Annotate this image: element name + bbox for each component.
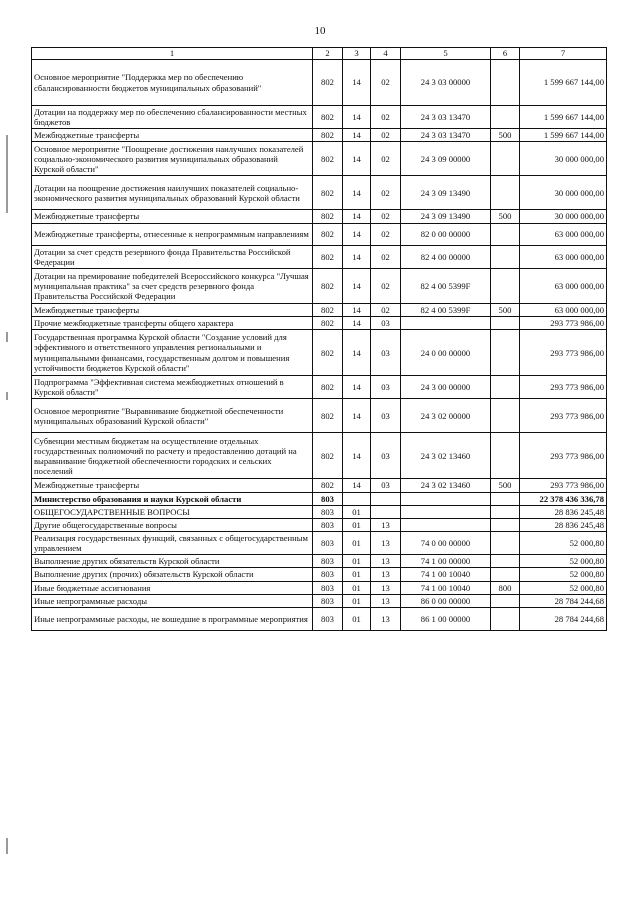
cell-target-article: 24 3 02 13460 xyxy=(401,479,491,492)
cell-subsection: 02 xyxy=(371,176,401,210)
cell-grbs: 803 xyxy=(313,518,343,531)
cell-section: 14 xyxy=(343,176,371,210)
cell-target-article: 24 3 00 00000 xyxy=(401,376,491,399)
header-row xyxy=(32,48,607,60)
cell-section: 01 xyxy=(343,505,371,518)
cell-grbs: 802 xyxy=(313,223,343,245)
cell-name: Выполнение других (прочих) обязательств Курской области xyxy=(32,568,313,581)
cell-grbs: 803 xyxy=(313,568,343,581)
cell-name: Другие общегосударственные вопросы xyxy=(32,518,313,531)
column-header-name: 1 xyxy=(32,48,313,60)
table-row xyxy=(32,129,607,142)
cell-section: 14 xyxy=(343,303,371,316)
cell-section: 01 xyxy=(343,607,371,630)
cell-amount: 28 784 244,68 xyxy=(520,594,607,607)
cell-section: 01 xyxy=(343,518,371,531)
cell-expense-type xyxy=(491,268,520,303)
cell-grbs: 803 xyxy=(313,492,343,505)
cell-subsection xyxy=(371,492,401,505)
cell-amount: 293 773 986,00 xyxy=(520,479,607,492)
cell-subsection: 03 xyxy=(371,316,401,329)
table-row xyxy=(32,268,607,303)
cell-grbs: 802 xyxy=(313,433,343,479)
cell-subsection: 13 xyxy=(371,531,401,554)
cell-grbs: 802 xyxy=(313,316,343,329)
cell-grbs: 802 xyxy=(313,245,343,268)
cell-subsection: 13 xyxy=(371,555,401,568)
table-row xyxy=(32,245,607,268)
cell-target-article: 82 4 00 00000 xyxy=(401,245,491,268)
cell-section: 14 xyxy=(343,330,371,376)
cell-target-article xyxy=(401,492,491,505)
cell-target-article: 24 0 00 00000 xyxy=(401,330,491,376)
cell-expense-type: 800 xyxy=(491,581,520,594)
table-row xyxy=(32,176,607,210)
cell-target-article: 24 3 09 00000 xyxy=(401,142,491,176)
table-row xyxy=(32,330,607,376)
table-row xyxy=(32,581,607,594)
cell-target-article: 86 0 00 00000 xyxy=(401,594,491,607)
cell-expense-type xyxy=(491,518,520,531)
cell-subsection: 02 xyxy=(371,106,401,129)
cell-amount: 28 784 244,68 xyxy=(520,607,607,630)
table-row xyxy=(32,60,607,106)
cell-target-article: 74 0 00 00000 xyxy=(401,531,491,554)
cell-section: 14 xyxy=(343,268,371,303)
cell-expense-type xyxy=(491,223,520,245)
cell-name: Дотации на поддержку мер по обеспечению сбалансированности местных бюджетов xyxy=(32,106,313,129)
cell-name: Межбюджетные трансферты xyxy=(32,479,313,492)
cell-grbs: 802 xyxy=(313,399,343,433)
cell-subsection: 02 xyxy=(371,245,401,268)
table-row xyxy=(32,303,607,316)
cell-grbs: 803 xyxy=(313,505,343,518)
cell-target-article: 74 1 00 00000 xyxy=(401,555,491,568)
cell-amount: 28 836 245,48 xyxy=(520,505,607,518)
cell-expense-type xyxy=(491,245,520,268)
cell-subsection: 02 xyxy=(371,60,401,106)
cell-expense-type xyxy=(491,607,520,630)
table-row xyxy=(32,433,607,479)
cell-grbs: 802 xyxy=(313,376,343,399)
cell-expense-type xyxy=(491,433,520,479)
cell-name: Иные непрограммные расходы xyxy=(32,594,313,607)
cell-name: Иные непрограммные расходы, не вошедшие в программные мероприятия xyxy=(32,607,313,630)
cell-section: 14 xyxy=(343,210,371,223)
budget-table xyxy=(31,47,607,631)
cell-name: Реализация государственных функций, связанных с общегосударственным управлением xyxy=(32,531,313,554)
cell-amount: 1 599 667 144,00 xyxy=(520,129,607,142)
table-row xyxy=(32,316,607,329)
cell-name: Иные бюджетные ассигнования xyxy=(32,581,313,594)
cell-section: 14 xyxy=(343,316,371,329)
cell-subsection: 02 xyxy=(371,268,401,303)
cell-amount: 52 000,80 xyxy=(520,581,607,594)
cell-amount: 52 000,80 xyxy=(520,531,607,554)
cell-amount: 22 378 436 336,78 xyxy=(520,492,607,505)
cell-amount: 30 000 000,00 xyxy=(520,142,607,176)
cell-section: 14 xyxy=(343,433,371,479)
cell-name: Министерство образования и науки Курской области xyxy=(32,492,313,505)
scan-margin-mark xyxy=(6,838,8,854)
cell-target-article xyxy=(401,316,491,329)
cell-grbs: 803 xyxy=(313,555,343,568)
cell-subsection: 02 xyxy=(371,223,401,245)
cell-amount: 30 000 000,00 xyxy=(520,210,607,223)
table-row xyxy=(32,223,607,245)
column-header-amount: 7 xyxy=(520,48,607,60)
cell-grbs: 803 xyxy=(313,594,343,607)
cell-expense-type xyxy=(491,555,520,568)
cell-expense-type xyxy=(491,330,520,376)
cell-subsection: 03 xyxy=(371,433,401,479)
cell-grbs: 802 xyxy=(313,142,343,176)
scan-margin-mark xyxy=(6,392,8,400)
cell-section: 14 xyxy=(343,129,371,142)
cell-subsection: 03 xyxy=(371,376,401,399)
cell-name: Государственная программа Курской области "Создание условий для эффективного и ответственного управления региональными и муниципальными финансами, государственным долгом и повышения устойчивости бюджетов Курской области" xyxy=(32,330,313,376)
cell-amount: 293 773 986,00 xyxy=(520,433,607,479)
cell-target-article xyxy=(401,505,491,518)
cell-expense-type: 500 xyxy=(491,210,520,223)
cell-name: Дотации на премирование победителей Всероссийского конкурса "Лучшая муниципальная практика" за счет средств резервного фонда Правительства Российской Федерации xyxy=(32,268,313,303)
table-row xyxy=(32,555,607,568)
table-row xyxy=(32,568,607,581)
cell-target-article: 24 3 09 13490 xyxy=(401,176,491,210)
cell-subsection: 03 xyxy=(371,479,401,492)
cell-expense-type xyxy=(491,492,520,505)
cell-expense-type: 500 xyxy=(491,129,520,142)
cell-expense-type xyxy=(491,142,520,176)
cell-expense-type: 500 xyxy=(491,479,520,492)
cell-grbs: 802 xyxy=(313,129,343,142)
cell-section: 01 xyxy=(343,555,371,568)
cell-name: Межбюджетные трансферты xyxy=(32,210,313,223)
cell-amount: 293 773 986,00 xyxy=(520,330,607,376)
column-header-target-article: 5 xyxy=(401,48,491,60)
cell-name: Межбюджетные трансферты xyxy=(32,129,313,142)
cell-grbs: 802 xyxy=(313,268,343,303)
cell-subsection: 13 xyxy=(371,568,401,581)
cell-amount: 1 599 667 144,00 xyxy=(520,60,607,106)
cell-expense-type xyxy=(491,399,520,433)
cell-expense-type xyxy=(491,316,520,329)
column-header-subsection: 4 xyxy=(371,48,401,60)
cell-section: 14 xyxy=(343,245,371,268)
cell-section: 14 xyxy=(343,142,371,176)
cell-target-article: 24 3 09 13490 xyxy=(401,210,491,223)
cell-subsection: 03 xyxy=(371,330,401,376)
table-row xyxy=(32,399,607,433)
cell-subsection: 03 xyxy=(371,399,401,433)
table-row xyxy=(32,479,607,492)
cell-section: 01 xyxy=(343,581,371,594)
cell-target-article: 82 4 00 5399F xyxy=(401,303,491,316)
cell-amount: 1 599 667 144,00 xyxy=(520,106,607,129)
cell-target-article: 24 3 03 13470 xyxy=(401,129,491,142)
cell-grbs: 802 xyxy=(313,176,343,210)
scan-margin-mark xyxy=(6,135,8,213)
cell-section: 14 xyxy=(343,479,371,492)
table-row xyxy=(32,607,607,630)
table-row xyxy=(32,531,607,554)
cell-grbs: 802 xyxy=(313,106,343,129)
cell-name: Подпрограмма "Эффективная система межбюджетных отношений в Курской области" xyxy=(32,376,313,399)
cell-name: Межбюджетные трансферты xyxy=(32,303,313,316)
cell-name: Дотации на поощрение достижения наилучших показателей социально-экономического развития муниципальных образований Курской области xyxy=(32,176,313,210)
cell-amount: 63 000 000,00 xyxy=(520,268,607,303)
cell-target-article: 24 3 03 00000 xyxy=(401,60,491,106)
cell-subsection: 13 xyxy=(371,581,401,594)
cell-amount: 28 836 245,48 xyxy=(520,518,607,531)
cell-expense-type xyxy=(491,594,520,607)
table-row xyxy=(32,142,607,176)
cell-name: Основное мероприятие "Выравнивание бюджетной обеспеченности муниципальных образований Курской области" xyxy=(32,399,313,433)
cell-amount: 63 000 000,00 xyxy=(520,223,607,245)
cell-target-article: 82 4 00 5399F xyxy=(401,268,491,303)
cell-grbs: 802 xyxy=(313,479,343,492)
table-row xyxy=(32,106,607,129)
cell-target-article: 24 3 02 13460 xyxy=(401,433,491,479)
cell-target-article: 86 1 00 00000 xyxy=(401,607,491,630)
table-body xyxy=(32,60,607,631)
cell-section: 14 xyxy=(343,376,371,399)
cell-expense-type xyxy=(491,376,520,399)
cell-name: ОБЩЕГОСУДАРСТВЕННЫЕ ВОПРОСЫ xyxy=(32,505,313,518)
cell-expense-type xyxy=(491,60,520,106)
cell-grbs: 802 xyxy=(313,330,343,376)
cell-target-article xyxy=(401,518,491,531)
cell-target-article: 24 3 02 00000 xyxy=(401,399,491,433)
cell-target-article: 74 1 00 10040 xyxy=(401,568,491,581)
cell-section: 01 xyxy=(343,568,371,581)
cell-section: 01 xyxy=(343,531,371,554)
cell-name: Межбюджетные трансферты, отнесенные к непрограммным направлениям xyxy=(32,223,313,245)
cell-name: Основное мероприятие "Поддержка мер по обеспечению сбалансированности бюджетов муниципальных образований" xyxy=(32,60,313,106)
cell-amount: 30 000 000,00 xyxy=(520,176,607,210)
cell-target-article: 74 1 00 10040 xyxy=(401,581,491,594)
cell-expense-type xyxy=(491,568,520,581)
cell-name: Прочие межбюджетные трансферты общего характера xyxy=(32,316,313,329)
cell-subsection: 13 xyxy=(371,518,401,531)
cell-grbs: 803 xyxy=(313,531,343,554)
column-header-section: 3 xyxy=(343,48,371,60)
cell-grbs: 802 xyxy=(313,303,343,316)
cell-name: Субвенции местным бюджетам на осуществление отдельных государственных полномочий по расчету и предоставлению дотаций на выравнивание бюджетной обеспеченности городских и сельских поселений xyxy=(32,433,313,479)
column-header-expense-type: 6 xyxy=(491,48,520,60)
cell-section xyxy=(343,492,371,505)
cell-subsection xyxy=(371,505,401,518)
cell-target-article: 24 3 03 13470 xyxy=(401,106,491,129)
cell-expense-type xyxy=(491,106,520,129)
cell-amount: 293 773 986,00 xyxy=(520,316,607,329)
cell-section: 01 xyxy=(343,594,371,607)
table-row xyxy=(32,505,607,518)
page-number: 10 xyxy=(314,25,326,37)
cell-expense-type xyxy=(491,531,520,554)
cell-amount: 63 000 000,00 xyxy=(520,303,607,316)
cell-subsection: 02 xyxy=(371,142,401,176)
scan-margin-mark xyxy=(6,332,8,342)
cell-amount: 52 000,80 xyxy=(520,568,607,581)
cell-subsection: 02 xyxy=(371,129,401,142)
cell-grbs: 803 xyxy=(313,607,343,630)
cell-name: Основное мероприятие "Поощрение достижения наилучших показателей социально-экономического развития муниципальных образований Курской области" xyxy=(32,142,313,176)
table-row xyxy=(32,210,607,223)
cell-section: 14 xyxy=(343,223,371,245)
cell-section: 14 xyxy=(343,399,371,433)
cell-subsection: 13 xyxy=(371,607,401,630)
cell-amount: 52 000,80 xyxy=(520,555,607,568)
cell-expense-type xyxy=(491,176,520,210)
cell-section: 14 xyxy=(343,60,371,106)
table-row xyxy=(32,492,607,505)
cell-expense-type: 500 xyxy=(491,303,520,316)
cell-name: Дотации за счет средств резервного фонда Правительства Российской Федерации xyxy=(32,245,313,268)
cell-amount: 293 773 986,00 xyxy=(520,376,607,399)
table-row xyxy=(32,518,607,531)
table-row xyxy=(32,594,607,607)
column-header-grbs: 2 xyxy=(313,48,343,60)
cell-grbs: 802 xyxy=(313,210,343,223)
cell-grbs: 803 xyxy=(313,581,343,594)
cell-amount: 63 000 000,00 xyxy=(520,245,607,268)
cell-grbs: 802 xyxy=(313,60,343,106)
cell-subsection: 13 xyxy=(371,594,401,607)
table-row xyxy=(32,376,607,399)
cell-subsection: 02 xyxy=(371,303,401,316)
cell-subsection: 02 xyxy=(371,210,401,223)
cell-expense-type xyxy=(491,505,520,518)
cell-amount: 293 773 986,00 xyxy=(520,399,607,433)
cell-target-article: 82 0 00 00000 xyxy=(401,223,491,245)
cell-section: 14 xyxy=(343,106,371,129)
cell-name: Выполнение других обязательств Курской области xyxy=(32,555,313,568)
